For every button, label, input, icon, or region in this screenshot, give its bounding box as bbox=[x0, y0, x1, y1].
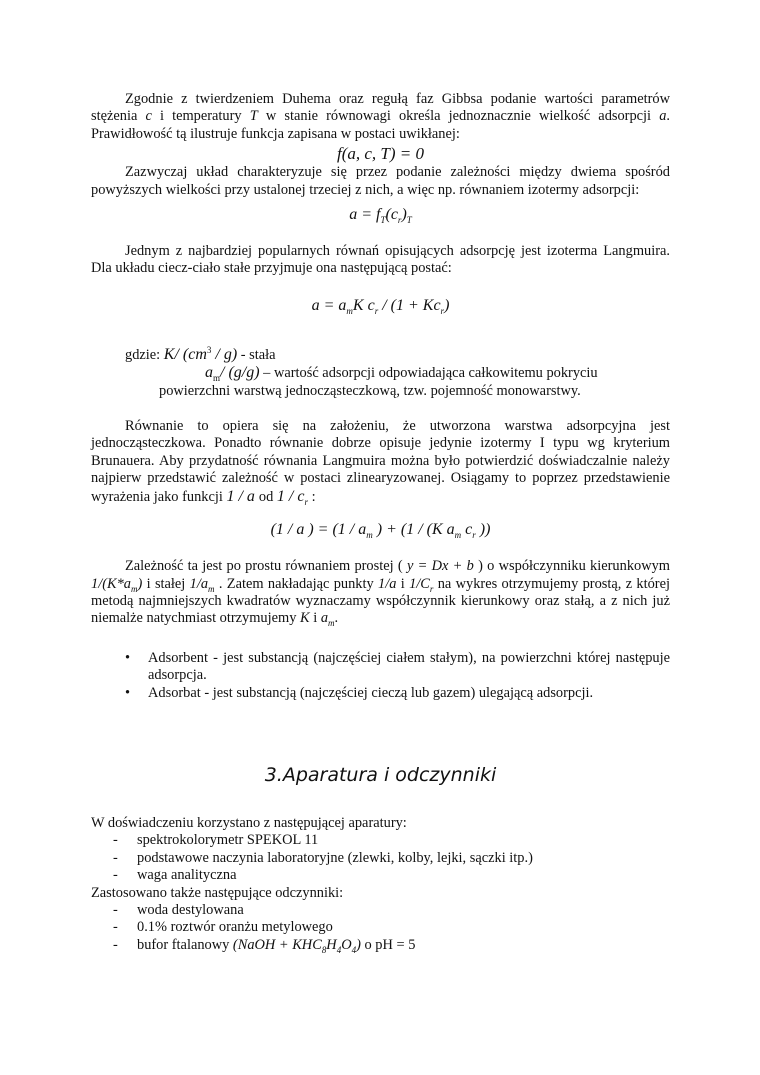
dash-icon: - bbox=[113, 936, 118, 953]
list-item: - 0.1% roztwór oranżu metylowego bbox=[113, 919, 333, 936]
list-item: - waga analityczna bbox=[113, 867, 237, 884]
formula-isotherm: $a = f_T(c_r)_T$ bbox=[349, 206, 412, 226]
dash-icon: - bbox=[113, 901, 118, 918]
symbol-T: T bbox=[249, 108, 258, 125]
paragraph-langmuir: Jednym z najbardziej popularnych równań opisujących adsorpcję jest izoterma Langmuira. Dla układu ciecz-ciało stałe przyjmuje ona następującą postać: bbox=[91, 243, 670, 277]
bullet-icon: • bbox=[125, 684, 131, 701]
text: Zgodnie z twierdzeniem Duhema oraz regułą faz Gibbsa podanie wartości parametrów stężenia bbox=[91, 91, 670, 125]
definitions-list bbox=[91, 650, 670, 702]
paragraph-linearization: Równanie to opiera się na założeniu, że utworzona warstwa adsorpcyjna jest jednocząsteczkowa. Ponadto równanie dobrze opisuje jedynie izotermy I typu wg kryterium Brunauera. Aby przydatność równania Langmuira można było potwierdzić doświadczalnie należy najpierw przedstawić zależność w postaci zlinearyzowanej. Osiągamy to poprzez przedstawienie wyrażenia jako funkcji 1 / a od $1 / c_r$ : bbox=[91, 418, 670, 507]
list-item: - spektrokolorymetr SPEKOL 11 bbox=[113, 832, 319, 849]
text: w stanie równowagi określa jednoznacznie wielkość adsorpcji bbox=[257, 108, 660, 125]
definition-am-continued: powierzchni warstwą jednocząsteczkową, tzw. pojemność monowarstwy. bbox=[159, 382, 581, 399]
dash-icon: - bbox=[113, 867, 118, 884]
definition-K: gdzie: K/ $(cm^3 / g)$ - stała bbox=[125, 345, 276, 363]
paragraph-line-fit: Zależność ta jest po prostu równaniem prostej ( y = Dx + b ) o współczynniku kierunkowym $1/(K*a_m)$ i stałej $1/a_m$ . Zatem nakładając punkty 1/a i $1/C_r$ na wykres otrzymujemy prostą, z której metodą najmniejszych kwadratów wyznaczamy współczynnik kierunkowy oraz stałą, a z nich już niemalże natychmiast otrzymujemy K i $a_m$. bbox=[91, 558, 670, 629]
text: . Prawidłowość tą ilustruje funkcja zapisana w postaci uwikłanej: bbox=[91, 108, 670, 142]
text: i temperatury bbox=[151, 108, 250, 125]
list-item: - podstawowe naczynia laboratoryjne (zlewki, kolby, lejki, sączki itp.) bbox=[113, 849, 533, 866]
paragraph-isotherm: Zazwyczaj układ charakteryzuje się przez podanie zależności między dwiema spośród powyższych wielkości przy ustalonej trzeciej z nich, a więc np. równaniem izotermy adsorpcji: bbox=[91, 164, 670, 198]
reagents-list bbox=[91, 902, 670, 954]
symbol-a: a bbox=[659, 108, 667, 125]
list-item: - bufor ftalanowy (NaOH + $KHC_8H_4O_4$) o pH = 5 bbox=[113, 936, 416, 955]
section-heading: 3.Aparatura i odczynniki bbox=[264, 763, 497, 786]
reagents-intro: Zastosowano także następujące odczynniki: bbox=[91, 884, 344, 901]
dash-icon: - bbox=[113, 919, 118, 936]
document-page bbox=[91, 91, 670, 954]
paragraph-duhem bbox=[91, 91, 670, 143]
definition-am: $a_m/$ (g/g) – wartość adsorpcji odpowiadająca całkowitemu pokryciu bbox=[205, 364, 598, 384]
apparatus-list bbox=[91, 832, 670, 884]
dash-icon: - bbox=[113, 849, 118, 866]
list-item: - woda destylowana bbox=[113, 901, 244, 918]
list-item: • Adsorbat - jest substancją (najczęściej cieczą lub gazem) ulegającą adsorpcji. bbox=[125, 684, 594, 701]
formula-langmuir: $a = a_mK$ $c_r / (1 + Kc_r)$ bbox=[311, 296, 450, 317]
apparatus-intro: W doświadczeniu korzystano z następującej aparatury: bbox=[91, 814, 407, 831]
formula-linearized: (1 / a ) = ($1 / a_m$ ) + (1 / (K $a_m$ $c_r$ )) bbox=[270, 521, 491, 541]
dash-icon: - bbox=[113, 832, 118, 849]
symbol-c: c bbox=[145, 108, 152, 125]
formula-implicit: f(a, c, T) = 0 bbox=[336, 144, 425, 164]
bullet-icon: • bbox=[125, 649, 131, 666]
list-item: • Adsorbent - jest substancją (najczęściej ciałem stałym), na powierzchni której następuje adsorpcja. bbox=[125, 649, 670, 684]
